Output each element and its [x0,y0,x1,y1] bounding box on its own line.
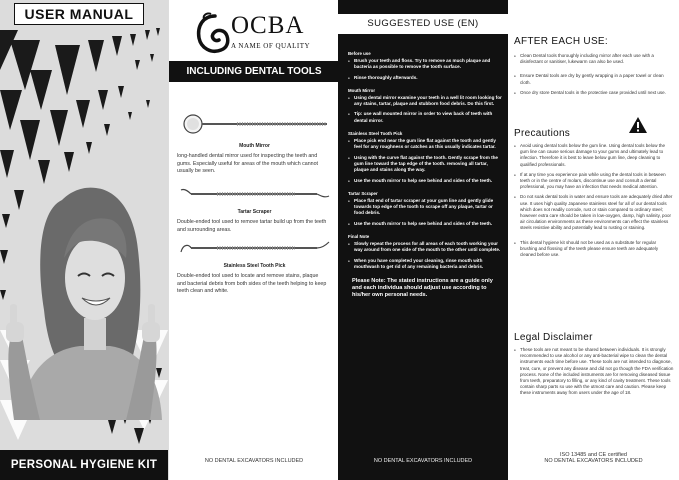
disclaimer-title: Legal Disclaimer [514,332,593,343]
after-use-list [514,53,674,96]
precautions-title: Precautions [514,128,571,139]
tooth-pick-icon [177,240,332,256]
list-item: ● Using with the curve flat against the tooth. Gently scrape from the gum line toward the tap edge of the tooth. removing all tartar, plaque and stains along the way. [348,155,502,174]
section-title: Tartar Scraper [348,190,378,196]
logo-tagline: A NAME OF QUALITY [231,42,311,50]
section-list [348,198,502,227]
manual-title: USER MANUAL [14,3,144,25]
list-item: ● Rinse thoroughly afterwards. [348,75,502,81]
disclaimer-list [514,347,674,397]
list-item: ● Slowly repeat the process for all areas of each tooth working your way around from one side of the mouth to the other until complete. [348,241,502,254]
tartar-scraper-icon [177,186,332,202]
tool-description: long-handled dental mirror used for inspecting the teeth and gums. Especially useful for areas of the mouth which cannot usually be seen. [177,153,319,175]
list-item: ● Place flat end of tartar scraper at your gum line and gently glide towards top edge of the tooth to scrape off any plaque, tartar or food debris. [348,198,502,217]
precautions-section [514,128,674,262]
tool-mouth-mirror [177,112,332,176]
list-item: ● Use the mouth mirror to help see behind and sides of the teeth. [348,221,502,227]
list-item: ● If at any time you experience pain while using the dental tools in between teeth or in the centre of molars, discontinue use and consult a dental professional, you may have an infection that needs medical attention. [514,172,674,191]
suggested-use-content [348,44,502,299]
list-item: ● Tip: use wall mounted mirror in order to view back of teeth with dental mirror. [348,111,502,124]
list-item: ● This dental hygiene kit should not be used as a substitute for regular brushing and flossing of the teeth please ensure teeth are adequately cleaned before use. [514,240,674,259]
list-item: ● Use the mouth mirror to help see behind and sides of the teeth. [348,178,502,184]
list-item: ● Avoid using dental tools below the gum line. Using dental tools below the gum line can cause serious damage to your gums and ultimately lead to infection. Therefore it is best to leave below gum line, deep cleaning to qualified professionals. [514,143,674,168]
info-footer: NO DENTAL EXCAVATORS INCLUDED [544,458,643,464]
suggested-use-panel [338,0,508,480]
tool-description: Double-ended tool used to remove tartar build up from the teeth and surrounding areas. [177,219,327,233]
section-list [348,95,502,124]
cover-panel [0,0,168,480]
section-title: Stainless Steel Tooth Pick [348,131,403,137]
tools-panel [168,0,338,480]
section-title: Before use [348,51,371,56]
use-footer: NO DENTAL EXCAVATORS INCLUDED [373,458,473,464]
list-item: ● Once dry store Dental tools in the protective case provided until next use. [514,90,674,96]
cover-footer: PERSONAL HYGIENE KIT [0,450,168,480]
tool-name: Mouth Mirror [239,143,270,149]
section-list [348,58,502,81]
suggested-use-heading: SUGGESTED USE (EN) [338,14,508,34]
tools-footer: NO DENTAL EXCAVATORS INCLUDED [204,458,304,464]
info-panel [508,0,679,480]
after-use-title: AFTER EACH USE: [514,36,608,47]
iso-certification: ISO 13485 and CE certified [560,452,627,458]
precautions-list [514,143,674,258]
section-list [348,241,502,270]
list-item: ● Place pick end near the gum line flat against the tooth and gently feel for any roughness or catches as this usually indicates tartar. [348,138,502,151]
list-item: ● Do not soak dental tools in water and ensure tools are adequately dried after use. It uses high quality Japanese stainless steel for all of our dental tools which does not readily corrode, rust or stain compared to ordinary steel; however extra care should be taken in low-oxygen, damp, high salinity, poor air circulation environments as these environments can effect the stainless steels resistive ability and potentially lead to rusting or staining. [514,194,674,231]
list-item: ● When you have completed your cleaning, rinse mouth with mouthwash to get rid of any remaining bacteria and debris. [348,258,502,271]
tool-name: Tartar Scraper [237,209,272,215]
tool-name: Stainless Steel Tooth Pick [223,263,286,269]
logo-name: OCBA [231,12,305,39]
tool-description: Double-ended tool used to locate and remove stains, plaque and bacterial debris from both sides of the teeth helping to keep teeth clean and white. [177,273,327,295]
section-title: Final Note [348,234,370,240]
tool-tartar-scraper [177,186,332,234]
list-item: ● Brush your teeth and floss. Try to remove as much plaque and bacteria as possible to remove the tooth surface. [348,58,502,71]
section-title: Mouth Mirror [348,87,376,93]
list-item: ● Using dental mirror examine your teeth in a well lit room looking for any stains, tartar, plaque and stubborn food debris. Do this first. [348,95,502,108]
after-use-section [514,36,674,100]
mouth-mirror-icon [177,112,332,136]
section-list [348,138,502,184]
list-item: ● Ensure Dental tools are dry by gently wrapping in a paper towel or clean cloth. [514,73,674,85]
smiling-woman-photo [0,180,168,420]
disclaimer-section [514,332,674,401]
please-note: Please Note: The stated instructions are a guide only and each individua should adjust use according to his/her own personal needs. [352,278,493,299]
tools-heading: INCLUDING DENTAL TOOLS [169,61,338,82]
list-item: ● Clean Dental tools thoroughly including mirror after each use with a disinfectant or sanitiser, lukewarm can also be used. [514,53,674,65]
tool-tooth-pick [177,240,332,296]
list-item: ● These tools are not meant to be shared between individuals. It is strongly recommended to use alcohol or any anti-bacterial wipe to clean the dental instruments each time before use. These tools are not intended to diagnose, treat, cure, or prevent any disease and did not go though the FDA verification process. None of the included instruments are for removing diseased tissue from teeth, preparatory to filling, or any kind of cavity treatment. These tools contain sharp parts so use with the utmost care and caution. Please keep these instruments away from users under the age of 18. [514,347,674,397]
